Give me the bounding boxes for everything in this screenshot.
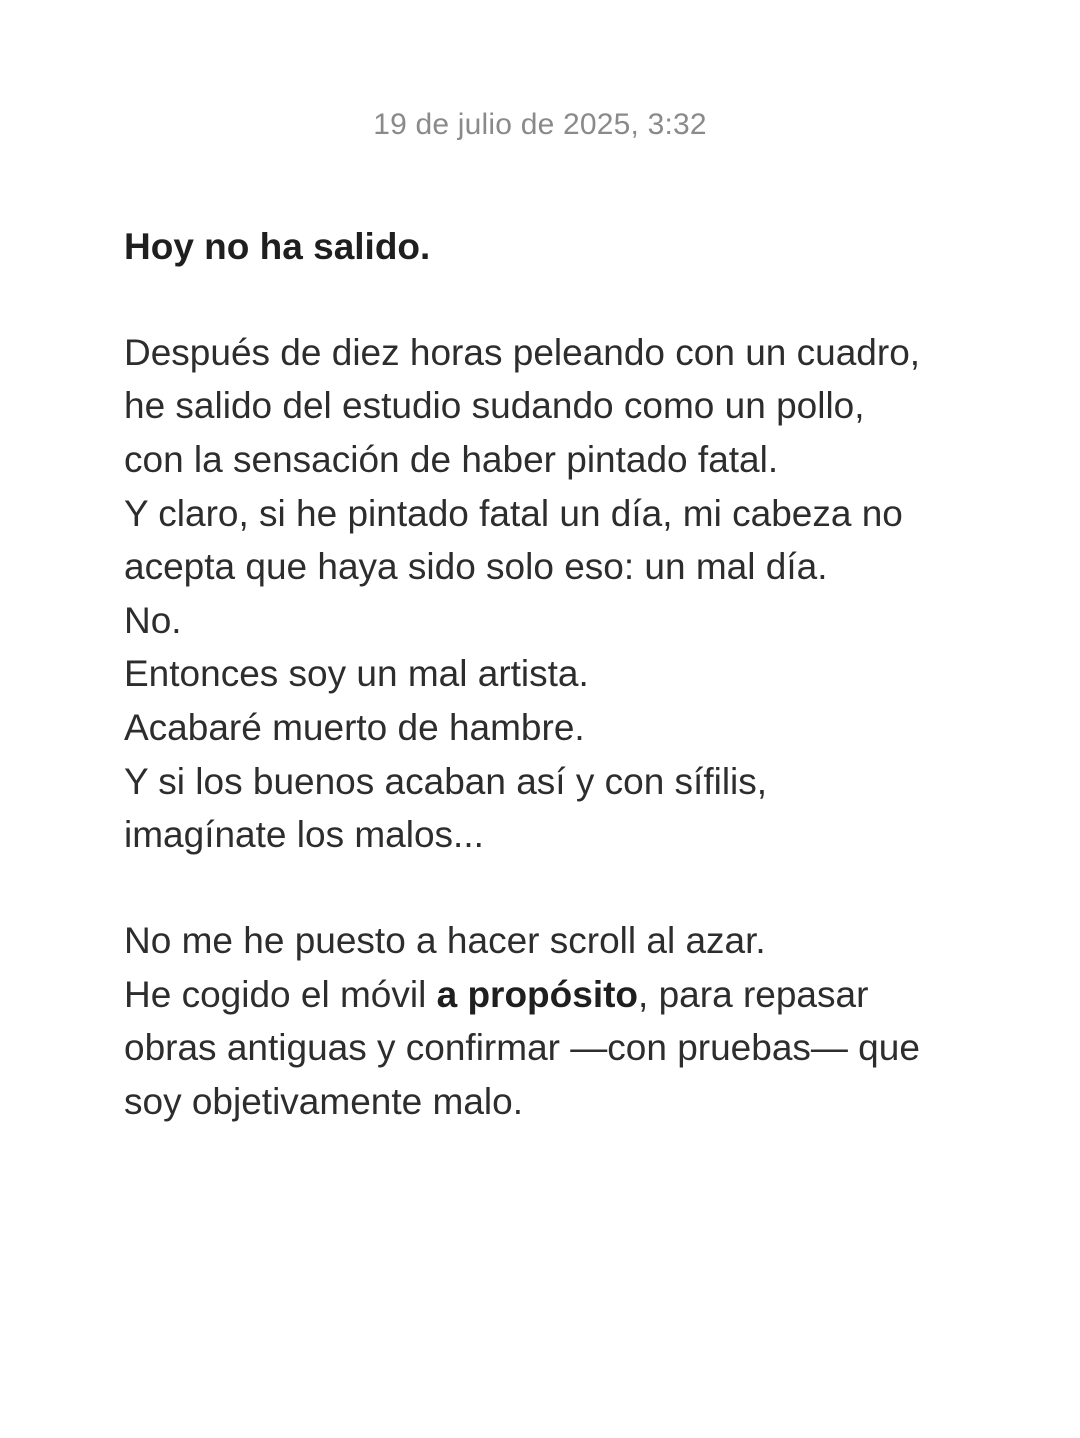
note-line: con la sensación de haber pintado fatal.	[124, 438, 779, 480]
note-line: imagínate los malos...	[124, 814, 484, 856]
note-line: acepta que haya sido solo eso: un mal día.	[124, 546, 828, 588]
note-line: Y si los buenos acaban así y con sífilis,	[124, 760, 768, 802]
note-line: No.	[124, 599, 182, 641]
note-line: Después de diez horas peleando con un cuadro,	[124, 331, 921, 373]
note-emphasis: a propósito	[436, 973, 639, 1015]
note-line-text-before: He cogido el móvil	[124, 973, 437, 1015]
paragraph-spacer	[124, 274, 1008, 326]
note-line: obras antiguas y confirmar —con pruebas— que	[124, 1027, 920, 1069]
note-line-emphasized	[124, 968, 1008, 1022]
note-paragraph-1	[124, 326, 1008, 862]
note-line: he salido del estudio sudando como un pollo,	[124, 385, 865, 427]
note-line: soy objetivamente malo.	[124, 1080, 523, 1122]
note-line: No me he puesto a hacer scroll al azar.	[124, 920, 766, 962]
note-line: Acabaré muerto de hambre.	[124, 707, 585, 749]
note-line: Entonces soy un mal artista.	[124, 653, 589, 695]
note-paragraph-2	[124, 914, 1008, 1129]
note-line-text-after: , para repasar	[638, 973, 869, 1015]
note-heading: Hoy no ha salido.	[124, 226, 431, 267]
note-body	[0, 142, 1080, 1129]
note-timestamp: 19 de julio de 2025, 3:32	[373, 108, 707, 141]
paragraph-spacer	[124, 862, 1008, 914]
note-line: Y claro, si he pintado fatal un día, mi cabeza no	[124, 492, 903, 534]
